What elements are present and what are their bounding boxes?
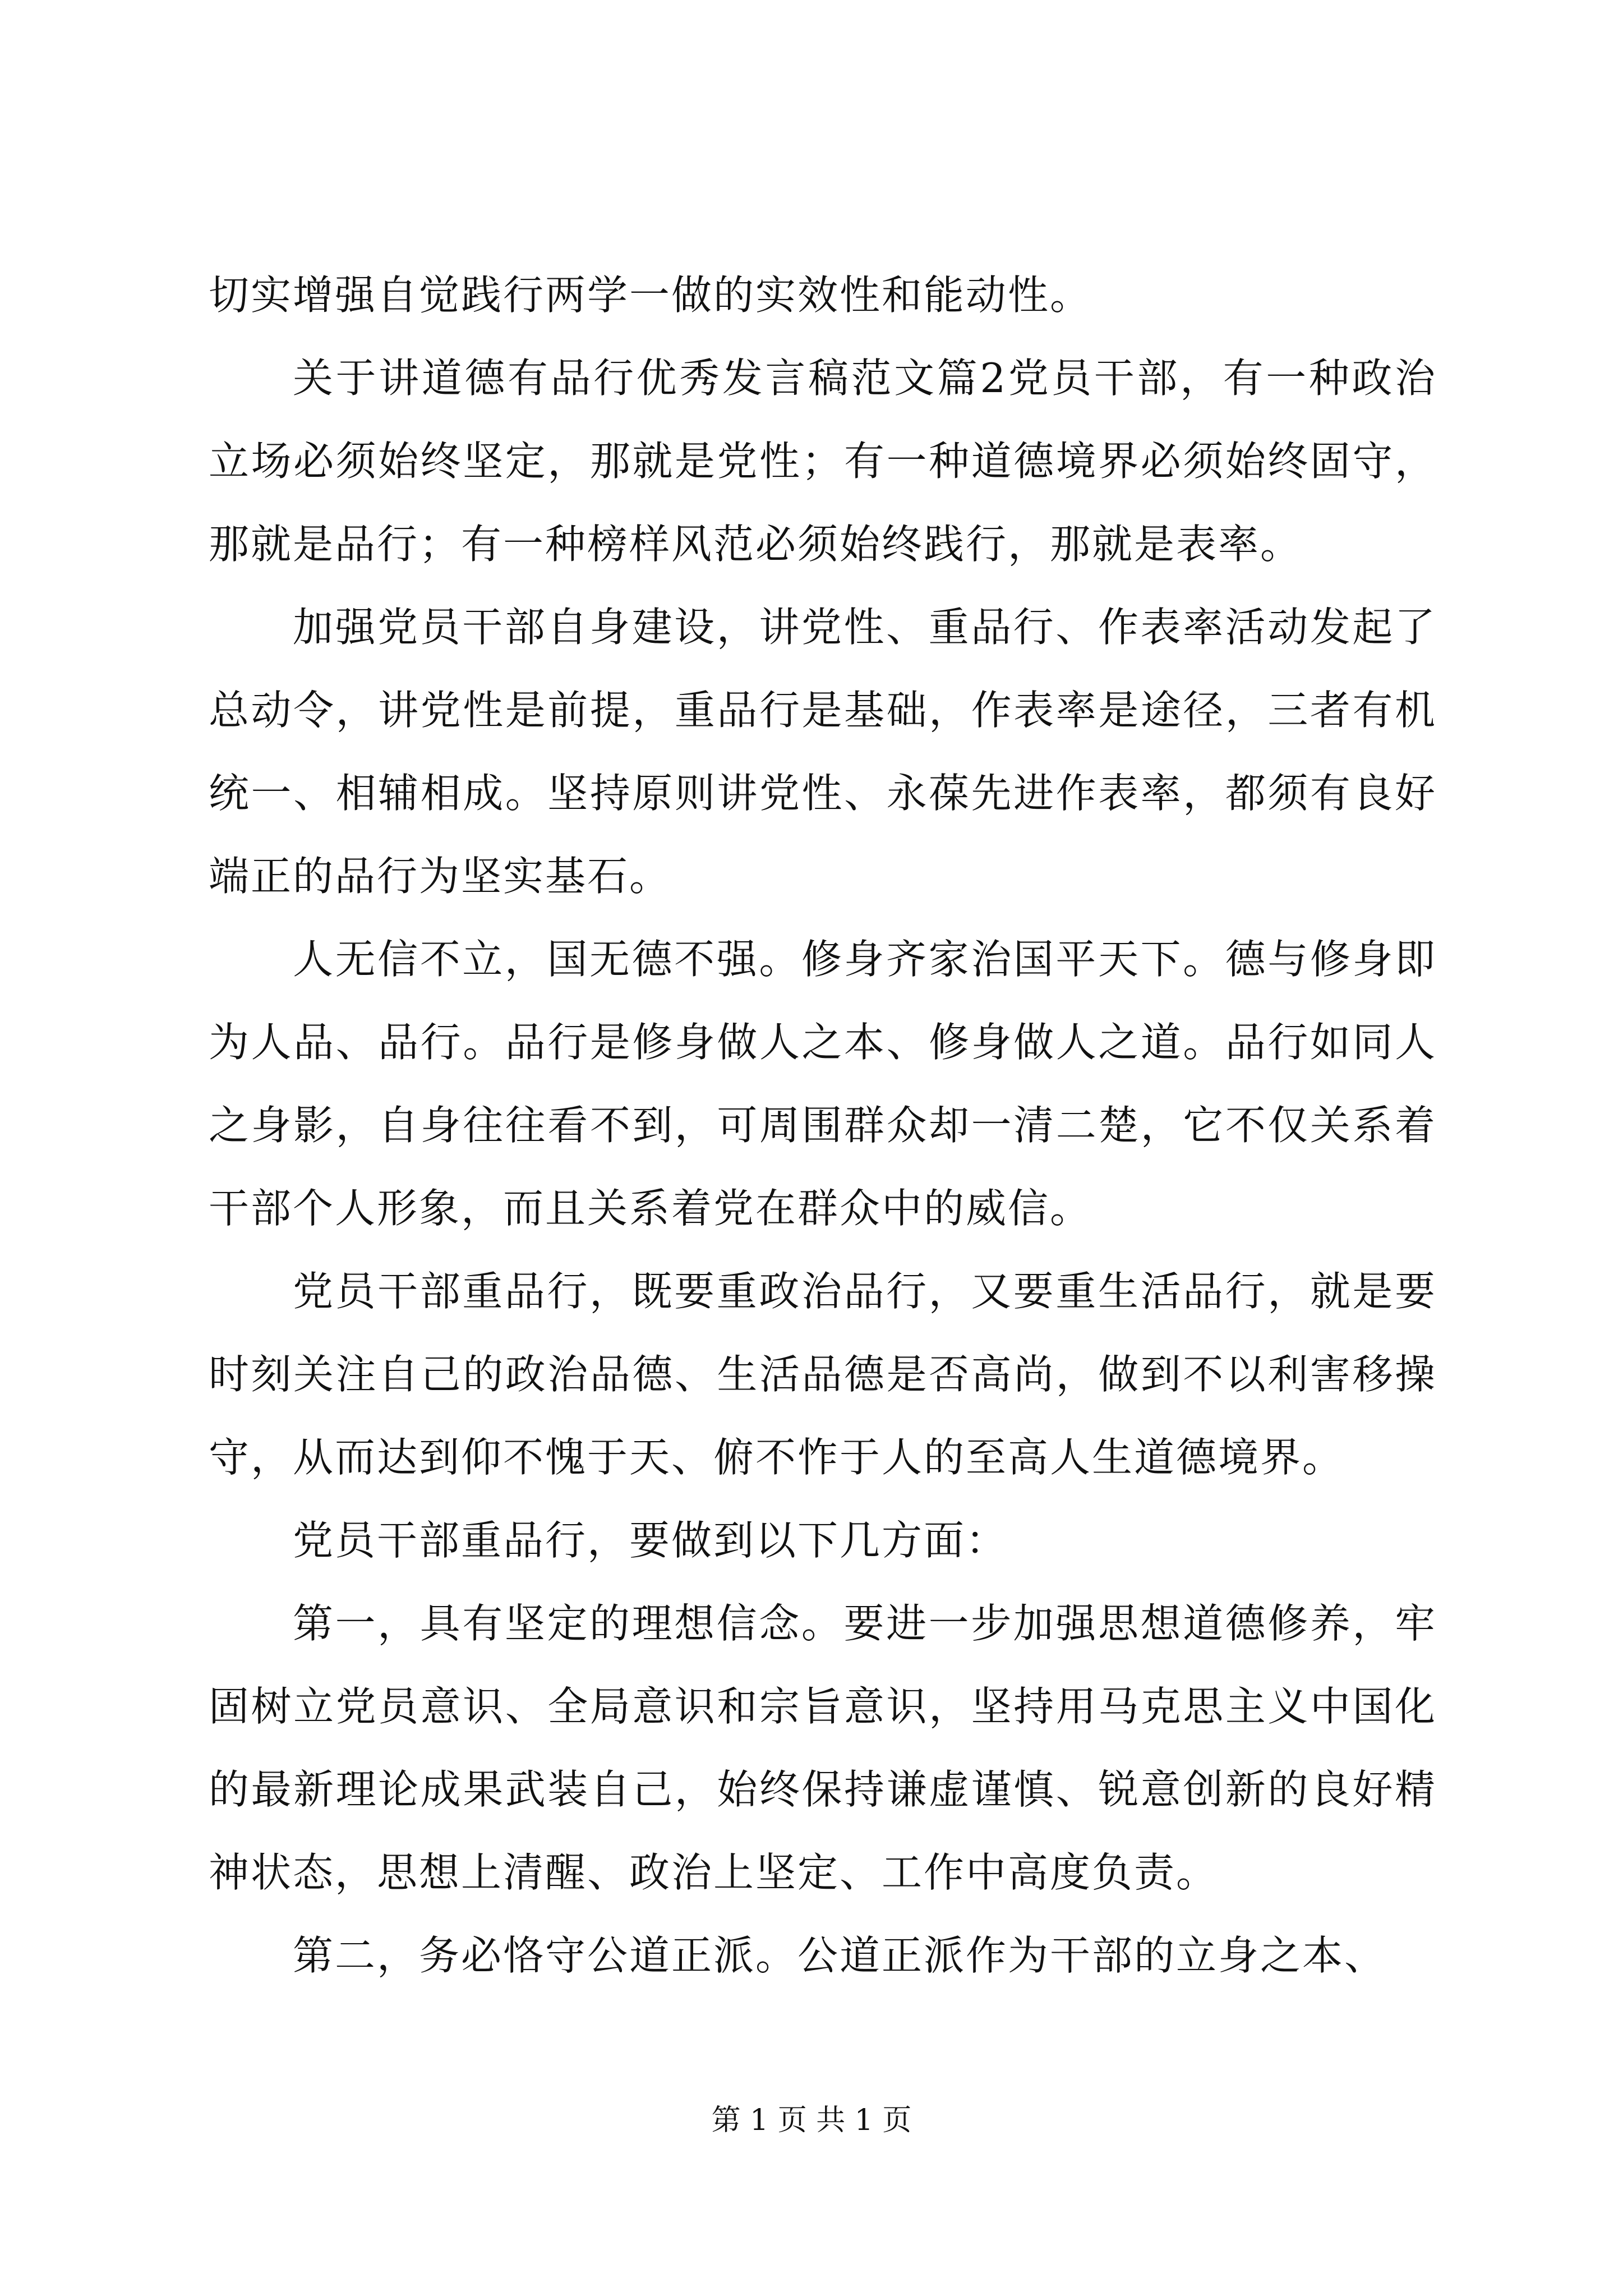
paragraph-5: 党员干部重品行，既要重政治品行，又要重生活品行，就是要时刻关注自己的政治品德、生活品德是否高尚，做到不以利害移操守，从而达到仰不愧于天、俯不怍于人的至高人生道德境界。	[209, 1268, 1437, 1481]
paragraph-8: 第二，务必恪守公道正派。公道正派作为干部的立身之本、	[293, 1932, 1387, 1979]
paragraph-1: 切实增强自觉践行两学一做的实效性和能动性。	[209, 272, 1092, 319]
paragraph-2: 关于讲道德有品行优秀发言稿范文篇2党员干部，有一种政治立场必须始终坚定，那就是党性；有一种道德境界必须始终固守，那就是品行；有一种榜样风范必须始终践行，那就是表率。	[209, 355, 1437, 568]
paragraph-6: 党员干部重品行，要做到以下几方面：	[293, 1517, 1008, 1564]
page-footer: 第 1 页 共 1 页	[711, 2104, 912, 2137]
paragraph-7: 第一，具有坚定的理想信念。要进一步加强思想道德修养，牢固树立党员意识、全局意识和宗旨意识，坚持用马克思主义中国化的最新理论成果武装自己，始终保持谦虚谨慎、锐意创新的良好精神状态，思想上清醒、政治上坚定、工作中高度负责。	[209, 1600, 1437, 1896]
paragraph-3: 加强党员干部自身建设，讲党性、重品行、作表率活动发起了总动令，讲党性是前提，重品行是基础，作表率是途径，三者有机统一、相辅相成。坚持原则讲党性、永葆先进作表率，都须有良好端正的品行为坚实基石。	[209, 604, 1437, 900]
paragraph-4: 人无信不立，国无德不强。修身齐家治国平天下。德与修身即为人品、品行。品行是修身做人之本、修身做人之道。品行如同人之身影，自身往往看不到，可周围群众却一清二楚，它不仅关系着干部个人形象，而且关系着党在群众中的威信。	[209, 936, 1437, 1232]
document-body	[209, 254, 1437, 1997]
